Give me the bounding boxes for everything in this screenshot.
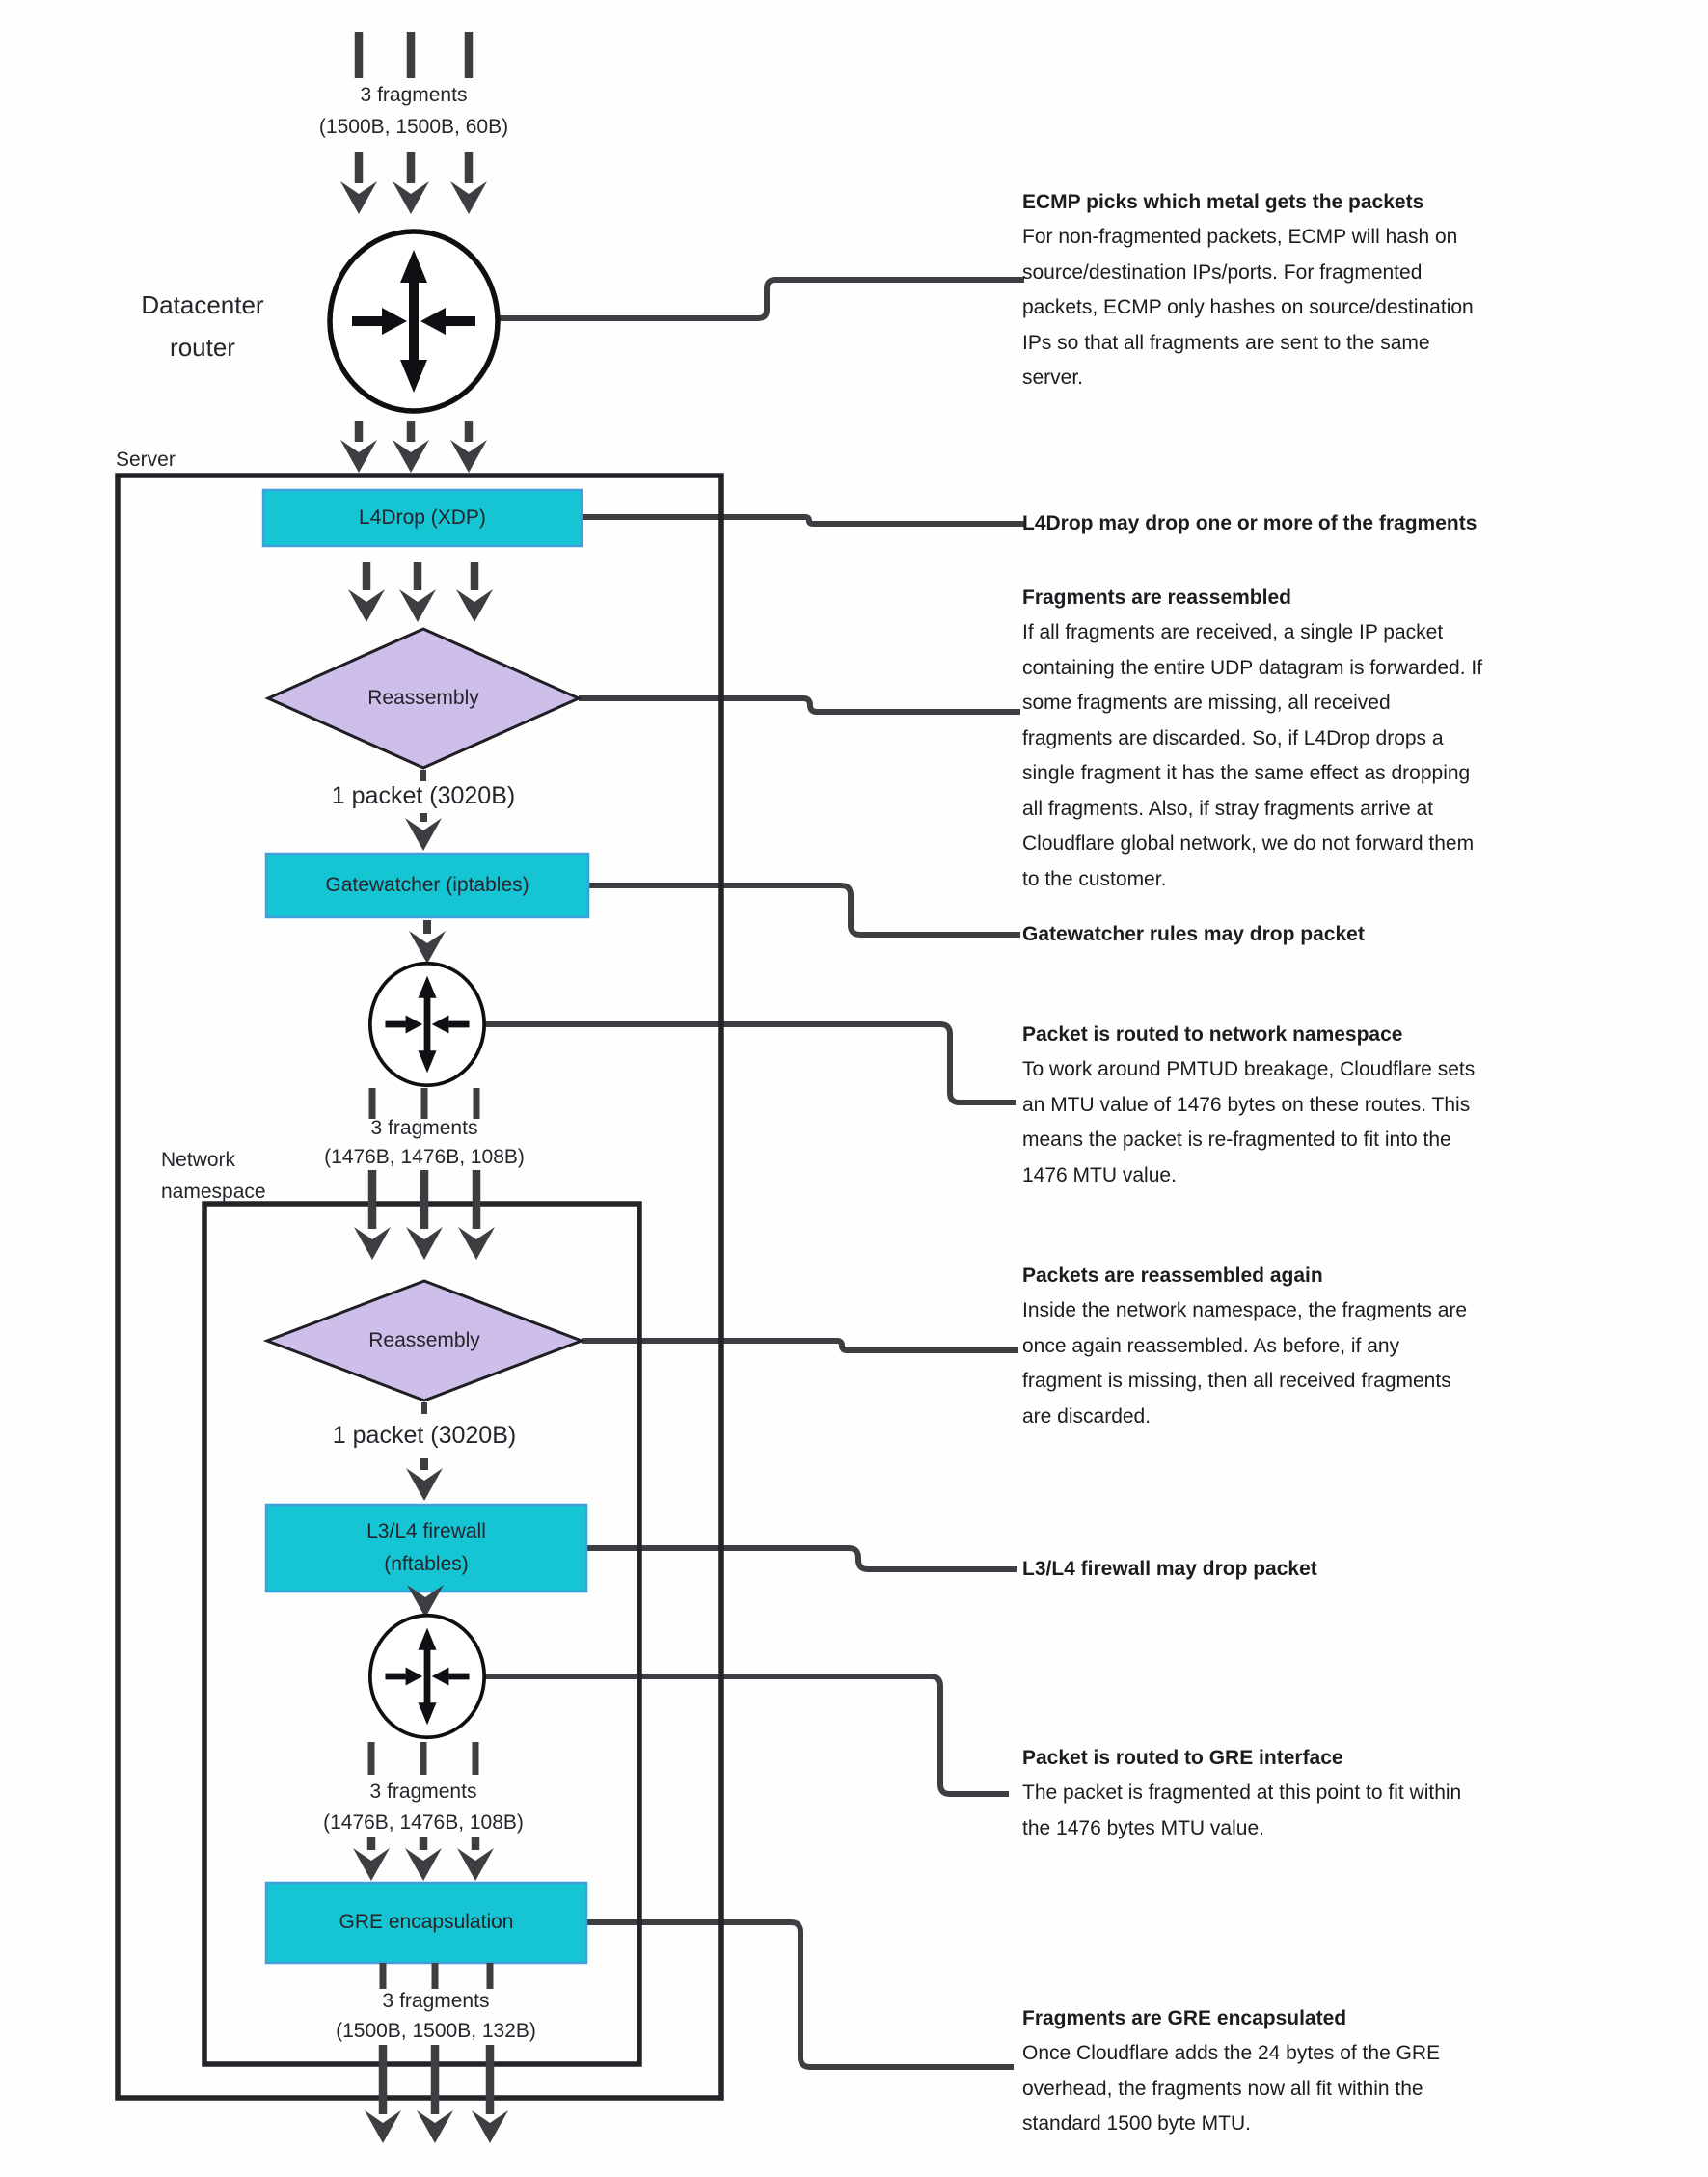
firewall-box: [266, 1505, 586, 1592]
flow-arrows-into-router: [340, 152, 487, 214]
annotation-body: Once Cloudflare adds the 24 bytes of the GRE overhead, the fragments now all fit within the standard 1500 byte MTU.: [1022, 2042, 1441, 2135]
annotation-body: The packet is fragmented at this point to fit within the 1476 bytes MTU value.: [1022, 1782, 1462, 1839]
packet-2-label: 1 packet (3020B): [332, 1422, 517, 1449]
router-icon-3: [370, 1616, 484, 1737]
gatewatcher-label: Gatewatcher (iptables): [325, 874, 529, 896]
annotation-body: For non-fragmented packets, ECMP will hash on source/destination IPs/ports. For fragmented packets, ECMP only hashes on source/destination IPs so that all fragments are sent to the same server.: [1022, 226, 1474, 389]
fragment-marks-mid-1: [372, 1088, 476, 1119]
fragment-marks-top: [359, 32, 469, 78]
annotation-reassembled: [1022, 581, 1483, 897]
firewall-label-line2: (nftables): [384, 1553, 469, 1575]
annotation-heading: Packets are reassembled again: [1022, 1265, 1323, 1287]
annotation-l4drop-note: [1022, 506, 1483, 541]
annotation-netns-route: [1022, 1018, 1483, 1193]
annotation-body: Inside the network namespace, the fragments are once again reassembled. As before, if any fragment is missing, then all received fragments are discarded.: [1022, 1299, 1468, 1428]
top-fragments-count: 3 fragments: [360, 84, 468, 106]
top-fragments-sizes: (1500B, 1500B, 60B): [318, 116, 509, 138]
annotation-gre-encap: [1022, 2001, 1483, 2142]
firewall-label-line1: L3/L4 firewall: [366, 1520, 486, 1542]
fragment-marks-mid-2: [371, 1742, 475, 1775]
annotation-heading: L3/L4 firewall may drop packet: [1022, 1558, 1317, 1580]
flow-arrows-into-namespace: [354, 1170, 495, 1260]
mid2-fragments-count: 3 fragments: [369, 1781, 477, 1803]
annotation-heading: L4Drop may drop one or more of the fragments: [1022, 512, 1478, 534]
packet-1-label: 1 packet (3020B): [331, 782, 516, 809]
mid1-fragments-sizes: (1476B, 1476B, 108B): [324, 1146, 525, 1168]
datacenter-router-icon: [330, 231, 498, 411]
connector-gre-encap: [586, 1922, 1014, 2067]
bottom-fragments-count: 3 fragments: [382, 1990, 490, 2012]
annotation-heading: ECMP picks which metal gets the packets: [1022, 191, 1424, 213]
gre-label: GRE encapsulation: [339, 1911, 514, 1933]
l4drop-label: L4Drop (XDP): [359, 506, 486, 529]
connector-firewall: [586, 1548, 1017, 1569]
flow-arrow-to-firewall: [406, 1458, 443, 1501]
reassembly-2-label: Reassembly: [368, 1329, 480, 1351]
network-namespace-label: Network namespace: [161, 1149, 266, 1203]
connector-netns-route: [486, 1024, 1016, 1102]
flow-arrows-exit: [365, 2045, 508, 2143]
flow-arrows-to-reassembly-1: [348, 562, 493, 622]
annotation-ecmp: [1022, 185, 1483, 396]
flow-arrow-to-gatewatcher: [405, 813, 442, 851]
connector-l4drop: [582, 517, 1024, 524]
annotation-firewall-note: [1022, 1552, 1483, 1587]
annotation-heading: Packet is routed to network namespace: [1022, 1023, 1403, 1046]
connector-reassembly-1: [579, 698, 1020, 712]
annotation-body: To work around PMTUD breakage, Cloudflare sets an MTU value of 1476 bytes on these routes. This means the packet is re-fragmented to fit into the 1476 MTU value.: [1022, 1058, 1476, 1186]
router-icon-2: [370, 964, 484, 1085]
datacenter-router-label: Datacenter router: [141, 290, 264, 362]
mid1-fragments-count: 3 fragments: [370, 1117, 478, 1139]
flow-arrow-to-router-2: [409, 920, 446, 964]
mid2-fragments-sizes: (1476B, 1476B, 108B): [323, 1811, 524, 1834]
annotation-gre-route: [1022, 1741, 1483, 1846]
annotation-heading: Gatewatcher rules may drop packet: [1022, 923, 1365, 945]
reassembly-1-label: Reassembly: [367, 687, 479, 709]
annotation-heading: Packet is routed to GRE interface: [1022, 1747, 1343, 1769]
connector-ecmp: [500, 280, 1024, 318]
bottom-fragments-sizes: (1500B, 1500B, 132B): [336, 2020, 536, 2042]
fragment-marks-bottom: [383, 1963, 490, 1989]
server-label: Server: [116, 449, 176, 471]
flow-arrows-into-gre: [353, 1837, 494, 1881]
annotation-heading: Fragments are reassembled: [1022, 586, 1291, 609]
annotation-body: If all fragments are received, a single IP packet containing the entire UDP datagram is forwarded. If some fragments are missing, all received fragments are discarded. So, if L4Drop drops a single fragment it has the same effect as dropping all fragments. Also, if stray fragments arrive at Cloudflare global network, we do not forward them to the customer.: [1022, 621, 1483, 890]
flow-arrows-into-server: [340, 421, 487, 473]
connector-gre-route: [484, 1676, 1009, 1794]
connector-reassembly-2: [582, 1341, 1018, 1350]
annotation-gatewatcher-note: [1022, 917, 1483, 952]
annotation-reassembled-again: [1022, 1259, 1483, 1434]
annotation-heading: Fragments are GRE encapsulated: [1022, 2007, 1347, 2029]
connector-gatewatcher: [588, 885, 1020, 935]
